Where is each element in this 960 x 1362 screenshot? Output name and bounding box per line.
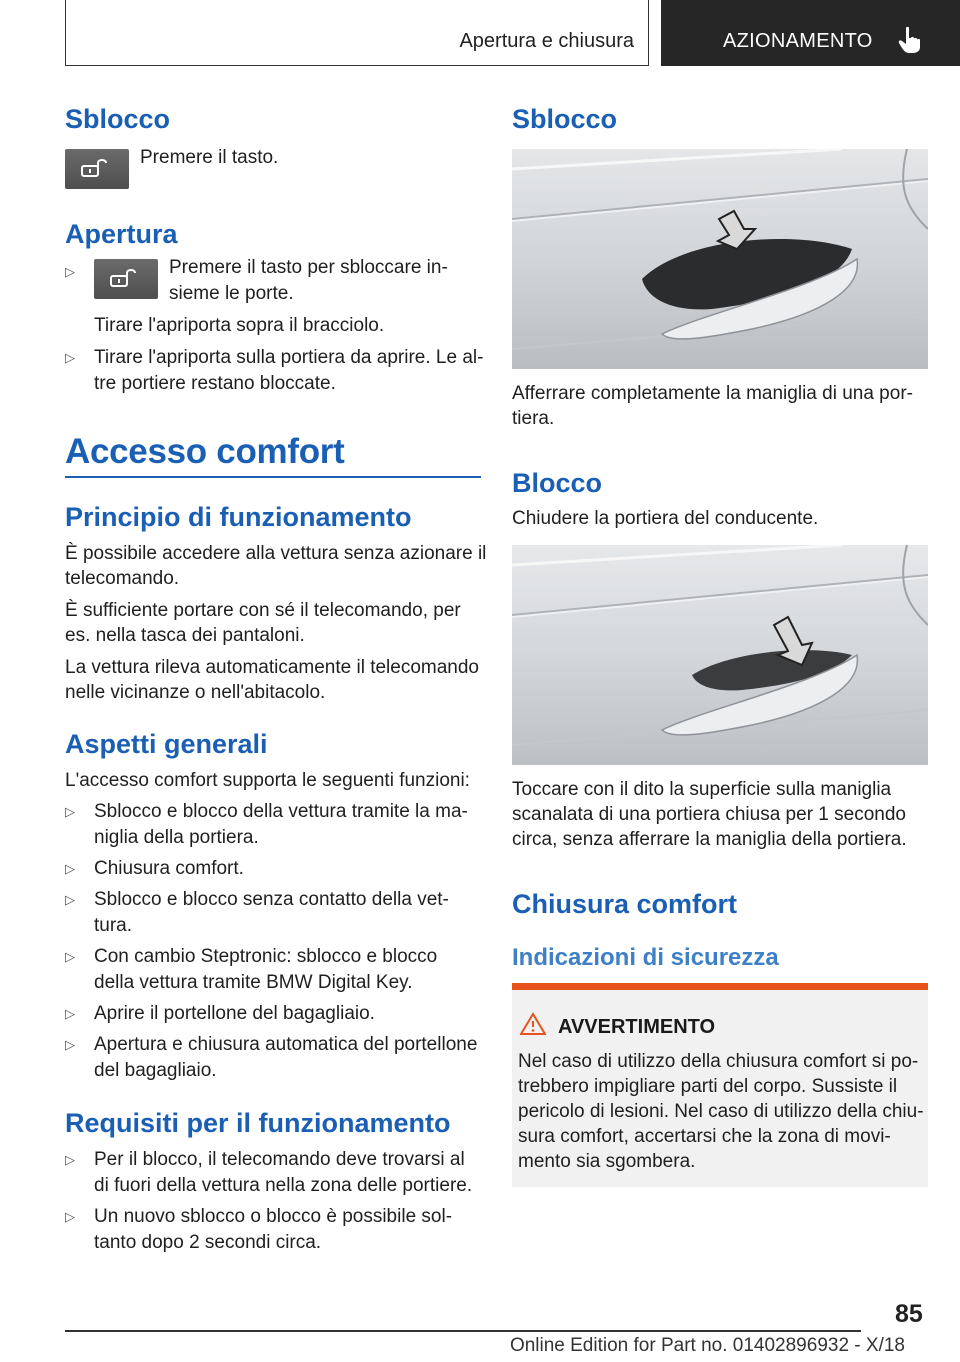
sblocco-heading-right: Sblocco — [512, 104, 618, 134]
apertura-heading: Apertura — [65, 219, 178, 249]
principio-para-2-line2: es. nella tasca dei pantaloni. — [65, 625, 305, 646]
bullet-icon: ▷ — [65, 264, 75, 279]
aspetti-item-2-line1: Chiusura comfort. — [94, 858, 244, 879]
blocco-caption-line3: circa, senza afferrare la maniglia della portiera. — [512, 829, 907, 850]
warning-triangle-icon — [520, 1012, 546, 1036]
bullet-icon: ▷ — [65, 1037, 75, 1052]
aspetti-item-3-line1: Sblocco e blocco senza contatto della vet- — [94, 889, 449, 910]
requisiti-item-2-line1: Un nuovo sblocco o blocco è possibile sol- — [94, 1206, 453, 1227]
apertura-item-1-line1: Premere il tasto per sbloccare in- — [169, 257, 448, 278]
door-handle-grab-photo — [512, 149, 928, 369]
principio-para-2-line1: È sufficiente portare con sé il telecomando, per — [65, 600, 461, 621]
blocco-heading: Blocco — [512, 468, 603, 498]
bullet-icon: ▷ — [65, 949, 75, 964]
warning-line-5: mento sia sgombera. — [518, 1151, 696, 1172]
warning-line-2: trebbero impigliare parti del corpo. Sussiste il — [518, 1076, 898, 1097]
aspetti-item-1-line2: niglia della portiera. — [94, 827, 259, 848]
aspetti-heading: Aspetti generali — [65, 729, 268, 759]
aspetti-item-5-line1: Aprire il portellone del bagagliaio. — [94, 1003, 375, 1024]
footer-edition: Online Edition for Part no. 01402896932 - X/18 — [509, 1335, 905, 1356]
chiusura-comfort-heading: Chiusura comfort — [512, 889, 738, 919]
blocco-caption-line1: Toccare con il dito la superficie sulla maniglia — [512, 779, 892, 800]
aspetti-intro: L'accesso comfort supporta le seguenti funzioni: — [65, 770, 470, 791]
apertura-item-2-line1: Tirare l'apriporta sulla portiera da aprire. Le al- — [94, 347, 484, 368]
page-header — [0, 0, 960, 66]
section-tab-label: Apertura e chiusura — [459, 30, 634, 52]
sblocco-caption-line1: Afferrare completamente la maniglia di una por- — [512, 383, 913, 404]
bullet-icon: ▷ — [65, 892, 75, 907]
warning-line-3: pericolo di lesioni. Nel caso di utilizzo della chiu- — [518, 1101, 924, 1122]
bullet-icon: ▷ — [65, 804, 75, 819]
bullet-icon: ▷ — [65, 350, 75, 365]
sblocco-caption-line2: tiera. — [512, 408, 555, 429]
chapter-tab-label: AZIONAMENTO — [723, 30, 873, 52]
requisiti-item-1-line2: di fuori della vettura nella zona delle portiere. — [94, 1175, 473, 1196]
bullet-icon: ▷ — [65, 1209, 75, 1224]
aspetti-item-1-line1: Sblocco e blocco della vettura tramite la ma- — [94, 801, 468, 822]
principio-para-1-line1: È possibile accedere alla vettura senza azionare il — [65, 543, 487, 564]
unlock-icon — [108, 267, 144, 291]
principio-para-3-line1: La vettura rileva automaticamente il telecomando — [65, 657, 480, 678]
unlock-button-image — [65, 149, 129, 189]
blocco-text: Chiudere la portiera del conducente. — [512, 508, 819, 529]
hand-pointer-icon — [897, 26, 923, 54]
apertura-item-1-line2: sieme le porte. — [169, 283, 294, 304]
page-number: 85 — [895, 1300, 923, 1328]
apertura-item-2-line2: tre portiere restano bloccate. — [94, 373, 336, 394]
requisiti-heading: Requisiti per il funzionamento — [65, 1108, 451, 1138]
principio-heading: Principio di funzionamento — [65, 502, 412, 532]
section-rule — [65, 476, 481, 478]
door-handle-touch-photo — [512, 545, 928, 765]
sicurezza-heading: Indicazioni di sicurezza — [512, 944, 779, 971]
unlock-icon — [79, 157, 115, 181]
aspetti-item-4-line2: della vettura tramite BMW Digital Key. — [94, 972, 413, 993]
bullet-icon: ▷ — [65, 1152, 75, 1167]
warning-box — [512, 983, 928, 1187]
warning-line-4: sura comfort, accertarsi che la zona di movi- — [518, 1126, 891, 1147]
aspetti-item-6-line2: del bagagliaio. — [94, 1060, 217, 1081]
chapter-tab — [661, 0, 960, 66]
sblocco-text: Premere il tasto. — [140, 147, 279, 168]
aspetti-item-6-line1: Apertura e chiusura automatica del portellone — [94, 1034, 478, 1055]
principio-para-1-line2: telecomando. — [65, 568, 180, 589]
unlock-button-image — [94, 259, 158, 299]
requisiti-item-1-line1: Per il blocco, il telecomando deve trovarsi al — [94, 1149, 465, 1170]
bullet-icon: ▷ — [65, 861, 75, 876]
apertura-item-1-extra: Tirare l'apriporta sopra il bracciolo. — [94, 315, 385, 336]
accesso-comfort-title: Accesso comfort — [65, 432, 345, 471]
footer-rule — [65, 1330, 861, 1332]
requisiti-item-2-line2: tanto dopo 2 secondi circa. — [94, 1232, 322, 1253]
warning-line-1: Nel caso di utilizzo della chiusura comfort si po- — [518, 1051, 919, 1072]
sblocco-heading-left: Sblocco — [65, 104, 171, 134]
bullet-icon: ▷ — [65, 1006, 75, 1021]
blocco-caption-line2: scanalata di una portiera chiusa per 1 secondo — [512, 804, 906, 825]
aspetti-item-4-line1: Con cambio Steptronic: sblocco e blocco — [94, 946, 438, 967]
principio-para-3-line2: nelle vicinanze o nell'abitacolo. — [65, 682, 326, 703]
section-tab — [65, 0, 649, 66]
aspetti-item-3-line2: tura. — [94, 915, 133, 936]
warning-title: AVVERTIMENTO — [558, 1016, 716, 1038]
